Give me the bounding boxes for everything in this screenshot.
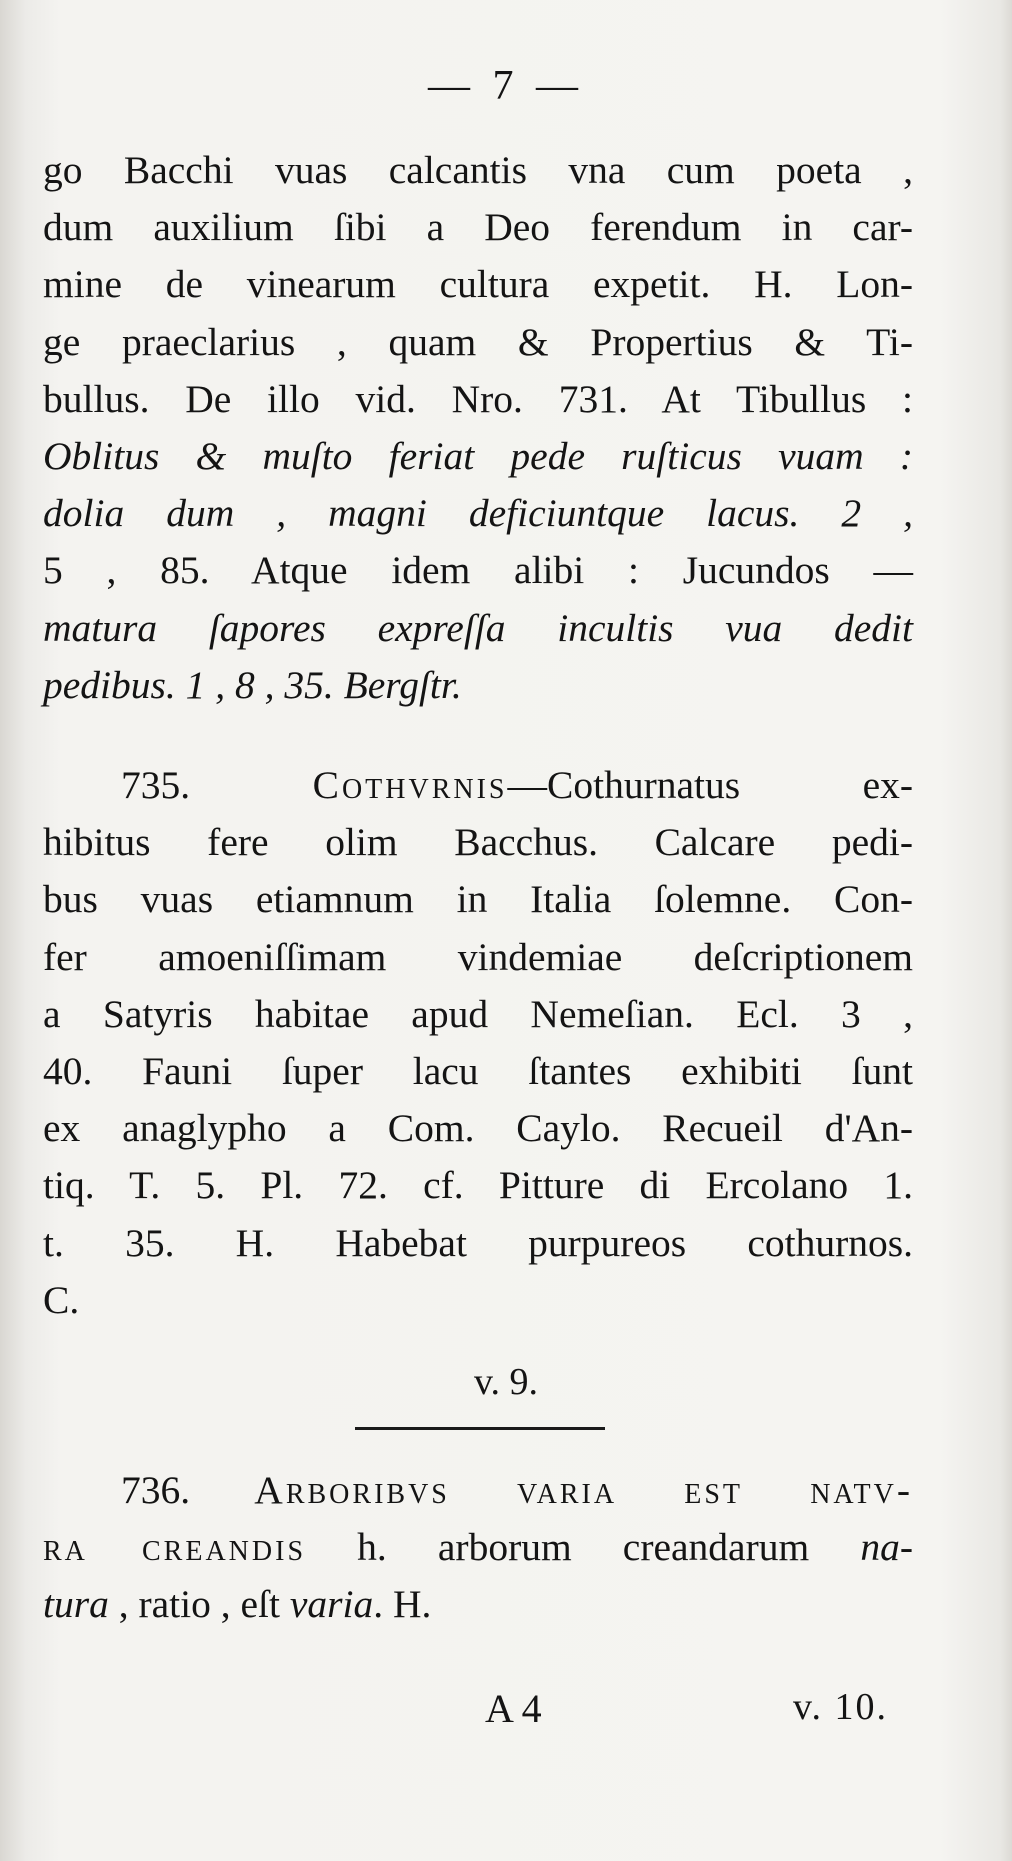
text-line-italic <box>43 428 913 485</box>
note-text-start: Cothurnatus ex- <box>547 763 913 807</box>
note-lemma-continued: ra creandis <box>43 1525 307 1570</box>
note-text-italic: na- <box>860 1525 913 1570</box>
note-text: . H. <box>373 1582 432 1627</box>
text-line: fer amoeniſſimam vindemiae deſcriptionem <box>43 934 913 979</box>
text-line: 40. Fauni ſuper lacu ſtantes exhibiti ſunt <box>43 1048 913 1093</box>
verse-marker: v. 9. <box>473 1361 539 1403</box>
quotation-italic: matura ſapores expreſſa incultis vua dedit <box>43 605 913 650</box>
note-number: 735. <box>121 763 191 807</box>
text-line: bullus. De illo vid. Nro. 731. At Tibullus : <box>43 376 913 421</box>
text-line: tiq. T. 5. Pl. 72. cf. Pitture di Ercolano 1. <box>43 1163 913 1208</box>
text-line: dum auxilium ſibi a Deo ferendum in car- <box>43 205 913 250</box>
note-heading-line <box>43 1462 913 1519</box>
note-lemma: Cothvrnis <box>312 763 508 807</box>
note-text-italic: tura <box>43 1582 109 1627</box>
text-line-italic <box>43 485 913 542</box>
note-heading-line <box>43 757 913 814</box>
note-lemma: Arboribvs varia est natv- <box>254 1468 914 1512</box>
quotation-italic: pedibus. 1 , 8 , 35. Bergſtr. <box>43 662 462 707</box>
section-rule <box>355 1427 605 1430</box>
text-line: bus vuas etiamnum in Italia ſolemne. Con- <box>43 877 913 922</box>
note-734-continued <box>43 142 913 714</box>
text-line-italic <box>43 600 913 657</box>
text-line: ex anaglypho a Com. Caylo. Recueil d'An- <box>43 1106 913 1151</box>
catchword: v. 10. <box>793 1686 889 1728</box>
note-number: 736. <box>121 1468 191 1512</box>
note-736 <box>43 1462 913 1634</box>
text-line-italic <box>43 657 913 714</box>
note-735 <box>43 757 913 1329</box>
text-line: t. 35. H. Habebat purpureos cothurnos. <box>43 1220 913 1265</box>
text-line: mine de vinearum cultura expetit. H. Lon- <box>43 262 913 307</box>
page-number: — 7 — <box>428 63 584 109</box>
text-line: go Bacchi vuas calcantis vna cum poeta , <box>43 148 913 192</box>
signature-mark: A 4 <box>485 1686 542 1731</box>
quotation-italic: Oblitus & muſto feriat pede ruſticus vuam : <box>43 433 913 478</box>
lemma-dash: — <box>507 763 547 807</box>
text-line: hibitus fere olim Bacchus. Calcare pedi- <box>43 820 913 865</box>
note-text: , ratio , eſt <box>108 1582 290 1627</box>
note-text: h. arborum creandarum <box>306 1525 861 1570</box>
note-text-italic: varia <box>289 1582 374 1627</box>
text-line: 5 , 85. Atque idem alibi : Jucundos — <box>43 548 913 593</box>
text-line: C. <box>43 1277 80 1322</box>
text-line <box>43 1576 913 1633</box>
quotation-italic: dolia dum , magni deficiuntque lacus. 2 , <box>43 491 913 536</box>
text-line <box>43 1519 913 1576</box>
text-line: ge praeclarius , quam & Propertius & Ti- <box>43 319 913 364</box>
text-line: a Satyris habitae apud Nemeſian. Ecl. 3 , <box>43 991 913 1036</box>
